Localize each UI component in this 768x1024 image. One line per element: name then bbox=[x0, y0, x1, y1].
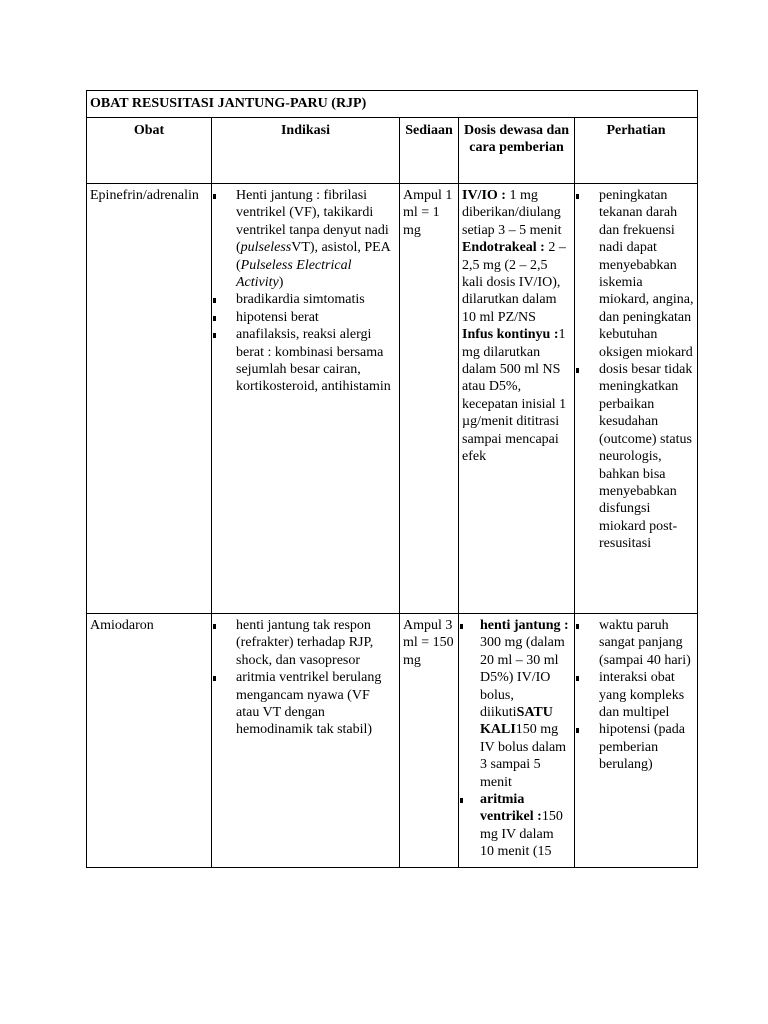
list-item: dosis besar tidak meningkatkan perbaikan kesudahan (outcome) status neurologis, bahkan bisa menyebabkan disfungsi miokard post-resusitasi bbox=[578, 361, 694, 552]
list-item: waktu paruh sangat panjang (sampai 40 hari) bbox=[578, 617, 694, 669]
list-item: interaksi obat yang kompleks dan multipel bbox=[578, 669, 694, 721]
perhatian-cell bbox=[575, 614, 698, 868]
table-title: OBAT RESUSITASI JANTUNG-PARU (RJP) bbox=[87, 91, 698, 118]
list-item: henti jantung tak respon (refrakter) terhadap RJP, shock, dan vasopresor bbox=[215, 617, 396, 669]
indikasi-text: VT), asistol, PEA ( bbox=[236, 240, 391, 273]
table-row bbox=[87, 184, 698, 614]
dosis-label: Endotrakeal : bbox=[462, 240, 545, 256]
header-indikasi: Indikasi bbox=[212, 118, 400, 184]
perhatian-list bbox=[578, 187, 694, 553]
list-item: anafilaksis, reaksi alergi berat : kombinasi bersama sejumlah besar cairan, kortikosteroid, antihistamin bbox=[215, 326, 396, 396]
sediaan-cell: Ampul 1 ml = 1 mg bbox=[400, 184, 459, 614]
table-row bbox=[87, 614, 698, 868]
rjp-drug-table bbox=[86, 90, 698, 868]
dosis-list bbox=[462, 617, 571, 861]
indikasi-text: Henti jantung : fibrilasi ventrikel (VF), takikardi ventrikel tanpa denyut nadi ( bbox=[236, 188, 389, 256]
dosis-text: 300 mg (dalam 20 ml – 30 ml D5%) IV/IO bolus, diikuti bbox=[480, 635, 565, 721]
indikasi-cell bbox=[212, 614, 400, 868]
obat-cell: Amiodaron bbox=[87, 614, 212, 868]
list-item: hipotensi berat bbox=[215, 309, 396, 326]
list-item: hipotensi (pada pemberian berulang) bbox=[578, 721, 694, 773]
indikasi-text-italic: Pulseless Electrical Activity bbox=[236, 257, 352, 291]
header-row bbox=[87, 118, 698, 184]
dosis-label: IV/IO : bbox=[462, 188, 506, 203]
dosis-label: Infus kontinyu : bbox=[462, 327, 559, 343]
header-dosis: Dosis dewasa dan cara pemberian bbox=[459, 118, 575, 184]
dosis-text: 1 mg diberikan/diulang setiap 3 – 5 menit bbox=[462, 188, 562, 238]
header-perhatian: Perhatian bbox=[575, 118, 698, 184]
list-item: bradikardia simtomatis bbox=[215, 291, 396, 308]
header-obat: Obat bbox=[87, 118, 212, 184]
dosis-label: henti jantung : bbox=[480, 618, 569, 633]
dosis-text: 150 mg IV dalam 10 menit (15 bbox=[480, 809, 563, 860]
list-item bbox=[462, 617, 571, 791]
dosis-cell bbox=[459, 184, 575, 614]
dosis-text: 150 mg IV bolus dalam 3 sampai 5 menit bbox=[480, 722, 567, 790]
indikasi-text-italic: pulseless bbox=[240, 240, 292, 256]
list-item: peningkatan tekanan darah dan frekuensi nadi dapat menyebabkan iskemia miokard, angina, dan peningkatan kebutuhan oksigen miokard bbox=[578, 187, 694, 361]
list-item: aritmia ventrikel berulang mengancam nyawa (VF atau VT dengan hemodinamik tak stabil) bbox=[215, 669, 396, 739]
dosis-label: aritmia ventrikel : bbox=[480, 792, 542, 825]
header-sediaan: Sediaan bbox=[400, 118, 459, 184]
indikasi-cell bbox=[212, 184, 400, 614]
perhatian-cell bbox=[575, 184, 698, 614]
sediaan-cell: Ampul 3 ml = 150 mg bbox=[400, 614, 459, 868]
list-item bbox=[462, 791, 571, 861]
dosis-text: 2 – 2,5 mg (2 – 2,5 kali dosis IV/IO), dilarutkan dalam 10 ml PZ/NS bbox=[462, 240, 566, 325]
list-item bbox=[215, 187, 396, 291]
dosis-text: 1 mg dilarutkan dalam 500 ml NS atau D5%, kecepatan inisial 1 µg/menit dititrasi sampai mencapai efek bbox=[462, 327, 567, 465]
indikasi-list bbox=[215, 617, 396, 739]
indikasi-text: ) bbox=[278, 275, 284, 291]
perhatian-list bbox=[578, 617, 694, 774]
obat-cell: Epinefrin/adrenalin bbox=[87, 184, 212, 614]
title-row bbox=[87, 91, 698, 118]
indikasi-list bbox=[215, 187, 396, 396]
dosis-cell bbox=[459, 614, 575, 868]
dosis-emphasis: SATU KALI bbox=[480, 705, 553, 738]
